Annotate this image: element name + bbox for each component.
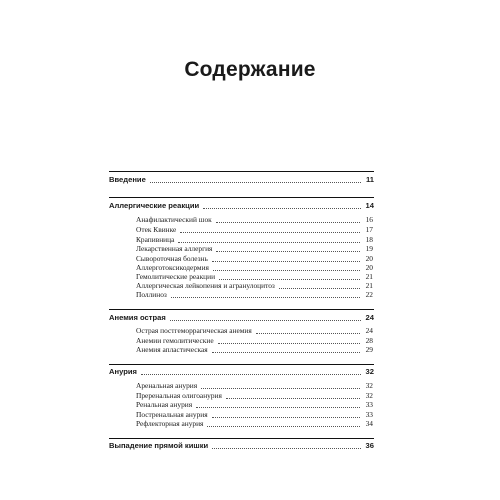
section-divider — [109, 364, 374, 365]
toc-item-label: Анемия апластическая — [136, 345, 208, 354]
toc-item[interactable] — [109, 381, 374, 391]
toc-item-label: Сывороточная болезнь — [136, 254, 208, 263]
toc-page-number: 28 — [365, 336, 373, 345]
toc-page-number: 24 — [365, 313, 374, 322]
toc-item-label: Анемии гемолитические — [136, 336, 214, 345]
toc-page-number: 32 — [365, 367, 374, 376]
toc-page-number: 34 — [365, 419, 373, 428]
toc-item-label: Отек Квинке — [136, 225, 177, 234]
dot-leader — [171, 296, 360, 298]
dot-leader — [212, 416, 360, 418]
dot-leader — [212, 260, 360, 262]
dot-leader — [196, 406, 360, 408]
toc-section-label: Анурия — [109, 367, 137, 376]
toc-page-number: 32 — [365, 381, 373, 390]
toc-item-label: Аллергическая лейкопения и агранулоцитоз — [136, 281, 275, 290]
toc-item-label: Аллерготоксикодермия — [136, 263, 209, 272]
toc-page-number: 33 — [365, 400, 373, 409]
toc-item[interactable] — [109, 290, 374, 300]
toc-item-label: Преренальная олигоанурия — [136, 391, 222, 400]
dot-leader — [178, 241, 360, 243]
toc-page-number: 33 — [365, 410, 373, 419]
toc-page-number: 21 — [365, 272, 373, 281]
toc-item-label: Крапивница — [136, 235, 175, 244]
toc-section-acute-anemia[interactable] — [109, 313, 374, 323]
toc-item[interactable] — [109, 326, 374, 336]
toc-page-number: 24 — [365, 326, 373, 335]
toc-page-number: 32 — [365, 391, 373, 400]
dot-leader — [219, 278, 360, 280]
dot-leader — [218, 342, 360, 344]
dot-leader — [226, 397, 360, 399]
toc-page-number: 17 — [365, 225, 373, 234]
dot-leader — [201, 387, 360, 389]
toc-item[interactable] — [109, 225, 374, 235]
toc-item-label: Анафилактический шок — [136, 215, 212, 224]
toc-section-anuria[interactable] — [109, 367, 374, 377]
toc-section-rectal-prolapse[interactable] — [109, 441, 374, 451]
dot-leader — [213, 269, 360, 271]
toc-section-introduction[interactable] — [109, 175, 374, 185]
toc-item-label: Ренальная анурия — [136, 400, 193, 409]
toc-page-number: 22 — [365, 290, 373, 299]
toc-page-number: 14 — [365, 201, 374, 210]
dot-leader — [180, 231, 360, 233]
toc-section-label: Выпадение прямой кишки — [109, 441, 209, 450]
toc-section-label: Аллергические реакции — [109, 201, 200, 210]
toc-section-label: Введение — [109, 175, 146, 184]
toc-item-label: Гемолитические реакции — [136, 272, 216, 281]
dot-leader — [256, 332, 360, 334]
dot-leader — [212, 447, 361, 449]
toc-item-label: Лекарственная аллергия — [136, 244, 213, 253]
toc-item[interactable] — [109, 215, 374, 225]
section-divider — [109, 309, 374, 310]
section-divider — [109, 438, 374, 439]
toc-item-label: Рефлекторная анурия — [136, 419, 204, 428]
dot-leader — [207, 425, 360, 427]
page-title: Содержание — [184, 58, 316, 81]
dot-leader — [216, 250, 360, 252]
toc-page-number: 20 — [365, 263, 373, 272]
toc-section-label: Анемия острая — [109, 313, 166, 322]
toc-item-label: Аренальная анурия — [136, 381, 198, 390]
toc-item-label: Постренальная анурия — [136, 410, 208, 419]
toc-item[interactable] — [109, 345, 374, 355]
toc-item[interactable] — [109, 419, 374, 429]
toc-page-number: 18 — [365, 235, 373, 244]
toc-item-label: Острая постгеморрагическая анемия — [136, 326, 252, 335]
dot-leader — [279, 287, 360, 289]
dot-leader — [170, 319, 361, 321]
toc-item[interactable] — [109, 400, 374, 410]
toc-item-label: Поллиноз — [136, 290, 167, 299]
toc-page-number: 11 — [365, 175, 374, 184]
dot-leader — [141, 373, 361, 375]
toc-page-number: 19 — [365, 244, 373, 253]
section-divider — [109, 197, 374, 198]
dot-leader — [203, 207, 361, 209]
toc-page-number: 20 — [365, 254, 373, 263]
toc-page-number: 36 — [365, 441, 374, 450]
toc-section-allergic-reactions[interactable] — [109, 201, 374, 211]
dot-leader — [212, 351, 360, 353]
section-divider — [109, 171, 374, 172]
toc-page-number: 16 — [365, 215, 373, 224]
toc-page-number: 29 — [365, 345, 373, 354]
dot-leader — [216, 221, 360, 223]
toc-item[interactable] — [109, 244, 374, 254]
toc-page-number: 21 — [365, 281, 373, 290]
dot-leader — [150, 181, 361, 183]
